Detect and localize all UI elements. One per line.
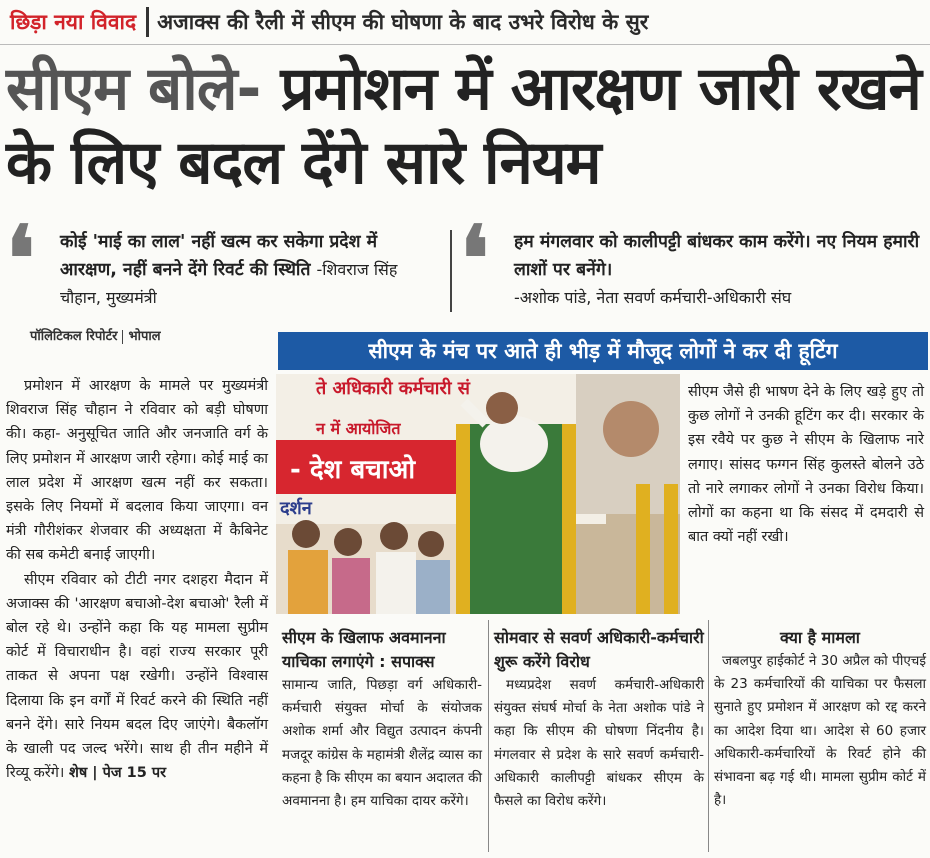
photo-banner: सीएम के मंच पर आते ही भीड़ में मौजूद लोगों ने कर दी हूटिंग [278,332,928,370]
audience-clothing [376,552,416,614]
rally-photo-illustration [276,374,680,614]
audience-clothing [416,560,450,614]
poster-face [603,401,659,457]
quote-mark-icon: ❛ [460,206,490,312]
speaker-head [486,392,518,424]
sidebar-protest [494,626,704,813]
marigold-garland-4 [664,484,678,614]
quote-pandey-text: हम मंगलवार को कालीपट्टी बांधकर काम करेंगे। नए नियम हमारी लाशों पर बनेंगे। [514,232,920,280]
photo-banner-text-2: न में आयोजित [316,419,401,438]
sidebar-protest-body: मध्यप्रदेश सवर्ण कर्मचारी-अधिकारी संयुक्त संघर्ष मोर्चा के नेता अशोक पांडे ने कहा कि सीएम की घोषणा निंदनीय है। मंगलवार से प्रदेश के सारे सवर्ण कर्मचारी-अधिकारी कालीपट्टी बांधकर सीएम के फैसले का विरोध करेंगे। [494,677,704,810]
sidebar-contempt-title: सीएम के खिलाफ अवमानना याचिका लगाएंगे : सपाक्स [282,628,446,671]
speaker-body [480,416,548,472]
main-story [6,374,268,785]
sidebar-contempt-petition [282,626,482,813]
byline-reporter: पॉलिटिकल रिपोर्टर [30,329,118,344]
marigold-garland-1 [456,424,470,614]
headline-rest: प्रमोशन में आरक्षण जारी रखने के लिए बदल देंगे सारे नियम [6,54,921,198]
sidebar-protest-title: सोमवार से सवर्ण अधिकारी-कर्मचारी शुरू करेंगे विरोध [494,628,704,671]
byline-city: भोपाल [128,329,161,344]
quote-mark-icon: ❛ [6,206,36,312]
kicker [4,2,648,42]
audience-member [380,522,408,550]
headline [6,52,926,200]
quote-pandey [458,206,928,322]
photo-banner-text-4: दर्शन [280,498,312,519]
photo-banner-text-1: ते अधिकारी कर्मचारी सं [316,378,470,399]
audience-member [292,520,320,548]
quote-divider [450,230,452,312]
headline-lead: सीएम बोले- [6,54,261,124]
sidebar-background [714,626,926,812]
main-story-paragraph-1: प्रमोशन में आरक्षण के मामले पर मुख्यमंत्री शिवराज सिंह चौहान ने रविवार को बड़ी घोषणा की। कहा- अनुसूचित जाति और जनजाति वर्ग के लिए प्रमोशन में आरक्षण जारी रहेगा। कोई माई का लाल प्रदेश में आरक्षण खत्म नहीं कर सकता। इसके लिए नियमों में बदलाव किया जाएगा। वन मंत्री गौरीशंकर शेजवार की अध्यक्षता में कैबिनेट की सब कमेटी बनाई जाएगी। [6,378,268,564]
audience-member [418,531,444,557]
quote-cm [4,206,444,322]
marigold-garland-2 [562,424,576,614]
sidebar-background-body: जबलपुर हाईकोर्ट ने 30 अप्रैल को पीएचई के 23 कर्मचारियों की याचिका पर फैसला सुनाते हुए प्रमोशन में आरक्षण को रद्द करने का आदेश दिया था। आदेश से 60 हजार अधिकारी-कर्मचारियों के रिवर्ट होने की संभावना बढ़ गई थी। मामला सुप्रीम कोर्ट में है। [714,653,926,809]
kicker-rule [0,44,930,45]
marigold-garland-3 [636,484,650,614]
column-divider [708,620,709,852]
kicker-tag: छिड़ा नया विवाद [10,10,137,34]
rally-photo [276,374,680,614]
quote-cm-attribution: -शिवराज सिंह चौहान, मुख्यमंत्री [60,260,398,307]
audience-clothing [288,550,328,614]
kicker-text: अजाक्स की रैली में सीएम की घोषणा के बाद उभरे विरोध के सुर [157,10,649,34]
audience-member [334,528,362,556]
byline [30,326,161,344]
quote-pandey-attribution: -अशोक पांडे, नेता सवर्ण कर्मचारी-अधिकारी संघ [514,288,792,307]
column-divider [488,620,489,852]
audience-clothing [332,558,370,614]
photo-banner-text-3: - देश बचाओ [290,455,416,485]
kicker-divider [146,7,149,37]
main-story-paragraph-2: सीएम रविवार को टीटी नगर दशहरा मैदान में अजाक्स की 'आरक्षण बचाओ-देश बचाओ' रैली में बोल रहे थे। उन्होंने कहा कि यह मामला सुप्रीम कोर्ट में विचाराधीन है। वहां राज्य सरकार पूरी ताकत से अपना पक्ष रखेगी। उन्होंने विश्वास दिलाया कि इन वर्गों में रिवर्ट करने की स्थिति नहीं बनने देंगे। सारे नियम बदल दिए जाएंगे। बैकलॉग के खाली पद जल्द भरेंगे। साथ ही तीन महीने में रिव्यू करेंगे। [6,571,268,782]
sidebar-contempt-body: सामान्य जाति, पिछड़ा वर्ग अधिकारी-कर्मचारी संयुक्त मोर्चा के संयोजक अशोक शर्मा और विद्युत उत्पादन कंपनी मजदूर कांग्रेस के महामंत्री शैलेंद्र व्यास का कहना है कि सीएम का बयान अदालत की अवमानना है। हम याचिका दायर करेंगे। [282,677,482,810]
photo-story: सीएम जैसे ही भाषण देने के लिए खड़े हुए तो कुछ लोगों ने उनकी हूटिंग कर दी। सरकार के इस रवैये पर कुछ ने सीएम के खिलाफ नारे लगाए। सांसद फग्गन सिंह कुलस्ते बोलने उठे तो नारे लगाकर लोगों ने उनका विरोध किया। लोगों का कहना था कि संसद में दमदारी से बात क्यों नहीं रखी। [688,384,924,546]
continued-note: शेष | पेज 15 पर [69,765,167,782]
quote-cm-text: कोई 'माई का लाल' नहीं खत्म कर सकेगा प्रदेश में आरक्षण, नहीं बनने देंगे रिवर्ट की स्थिति [60,232,378,280]
byline-divider [122,330,123,344]
sidebar-background-title: क्या है मामला [780,628,860,647]
